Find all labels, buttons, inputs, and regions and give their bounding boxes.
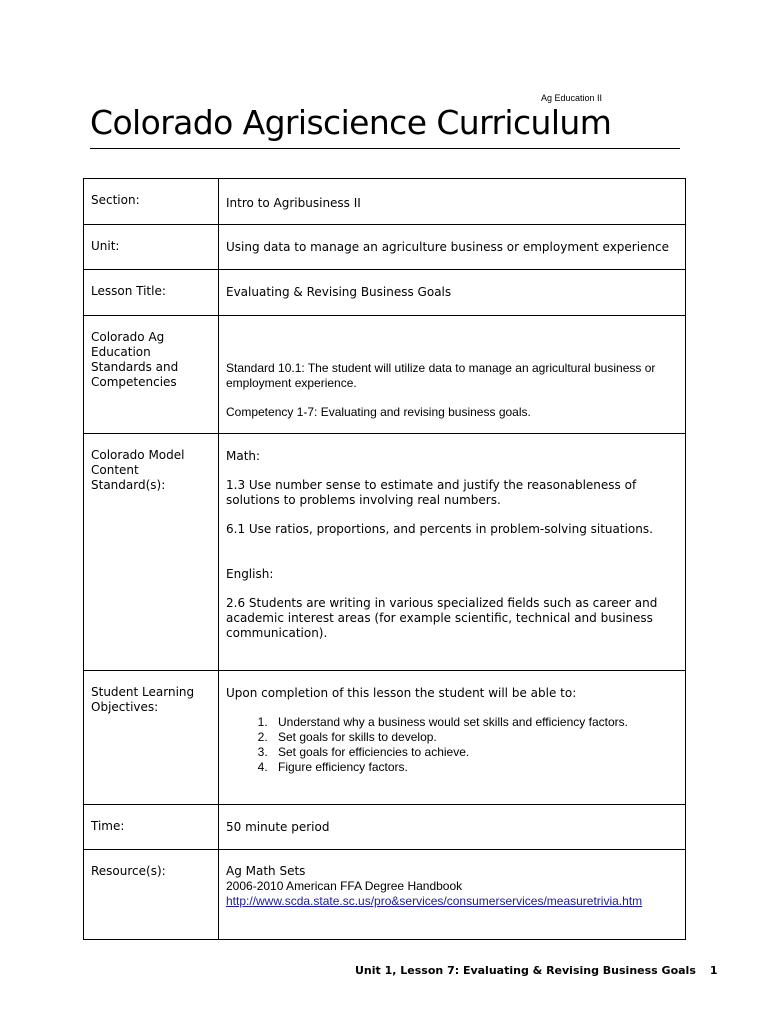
resource-link[interactable]: http://www.scda.state.sc.us/pro&services/consumerservices/measuretrivia.htm [226,894,643,908]
lesson-title-label: Lesson Title: [84,270,219,316]
objective-item: 1. Understand why a business would set skills and efficiency factors. [271,715,677,730]
objectives-list [226,715,677,775]
unit-label: Unit: [84,225,219,270]
unit-value: Using data to manage an agriculture business or employment experience [226,240,670,254]
section-label: Section: [84,179,219,225]
section-cell [219,179,686,225]
english-standard-1: 2.6 Students are writing in various specialized fields such as career and academic interest areas (for example scientific, technical and business communication). [226,596,658,640]
objective-item: 2. Set goals for skills to develop. [271,730,677,745]
math-heading: Math: [226,449,261,463]
row-objectives [84,671,686,805]
row-resources [84,850,686,940]
time-label: Time: [84,805,219,850]
math-standard-1: 1.3 Use number sense to estimate and justify the reasonableness of solutions to problems involving real numbers. [226,478,637,507]
english-heading: English: [226,567,274,581]
model-content-label: Colorado Model Content Standard(s): [84,434,219,671]
resource-link-line [226,894,677,909]
standards-label: Colorado Ag Education Standards and Competencies [84,316,219,434]
time-value: 50 minute period [226,820,330,834]
standards-cell [219,316,686,434]
math-standard-2: 6.1 Use ratios, proportions, and percents in problem-solving situations. [226,522,653,536]
page-title: Colorado Agriscience Curriculum [90,103,612,142]
objectives-cell [219,671,686,805]
standard-text: Standard 10.1: The student will utilize data to manage an agricultural business or employment experience. [226,361,656,390]
footer-text: Unit 1, Lesson 7: Evaluating & Revising Business Goals [355,964,696,977]
row-model-content [84,434,686,671]
page-number: 1 [709,964,718,977]
lesson-title-cell [219,270,686,316]
row-standards [84,316,686,434]
row-time [84,805,686,850]
header-tag: Ag Education II [541,93,603,103]
time-cell [219,805,686,850]
row-unit [84,225,686,270]
model-content-cell [219,434,686,671]
section-value: Intro to Agribusiness II [226,196,361,210]
row-lesson-title [84,270,686,316]
resource-line-2: 2006-2010 American FFA Degree Handbook [226,879,463,893]
objective-item: 3. Set goals for efficiencies to achieve. [271,745,677,760]
resource-line-1: Ag Math Sets [226,864,306,878]
lesson-title-value: Evaluating & Revising Business Goals [226,285,452,299]
resources-cell [219,850,686,940]
lesson-table [83,178,686,940]
row-section [84,179,686,225]
objectives-intro: Upon completion of this lesson the student will be able to: [226,686,577,700]
resources-label: Resource(s): [84,850,219,940]
objectives-label: Student Learning Objectives: [84,671,219,805]
title-rule [90,148,680,149]
objective-item: 4. Figure efficiency factors. [271,760,677,775]
page-footer [355,964,718,977]
competency-text: Competency 1-7: Evaluating and revising business goals. [226,405,531,419]
unit-cell [219,225,686,270]
